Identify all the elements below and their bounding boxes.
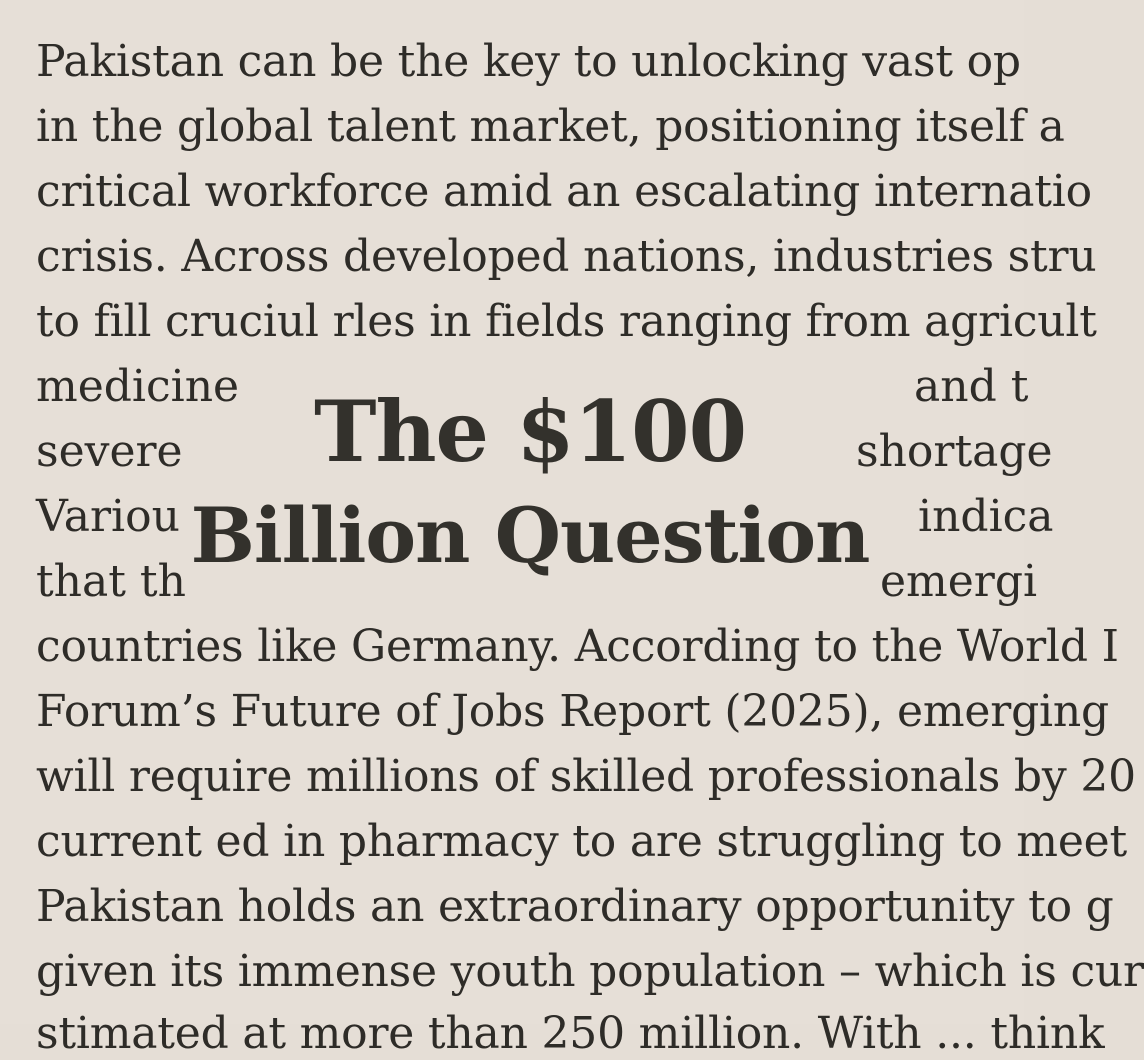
body-line-5: to fill cruciul rles in fields ranging from agricult xyxy=(36,296,1097,347)
body-line-10: Pakistan holds an extraordinary opportunity to g xyxy=(36,881,1114,932)
body-line-3: critical workforce amid an escalating internatio xyxy=(36,166,1092,217)
body-line-6: countries like Germany. According to the World I xyxy=(36,621,1119,672)
right-fragment-3: indica xyxy=(918,491,1054,542)
left-fragment-2: severe xyxy=(36,426,183,477)
body-line-1: Pakistan can be the key to unlocking vast op xyxy=(36,36,1021,87)
body-line-11: given its immense youth population – which is cur xyxy=(36,946,1144,997)
headline-line-2: Billion Question xyxy=(190,491,870,580)
left-fragment-1: medicine xyxy=(36,361,240,412)
left-fragment-3: Variou xyxy=(36,491,180,542)
headline xyxy=(190,380,870,588)
left-fragment-4: that th xyxy=(36,556,186,607)
body-line-12: stimated at more than 250 million. With ... think xyxy=(36,1008,1105,1059)
right-fragment-1: and t xyxy=(914,361,1029,412)
body-line-4: crisis. Across developed nations, industries stru xyxy=(36,231,1097,282)
body-line-8: will require millions of skilled professionals by 20 xyxy=(36,751,1136,802)
body-line-9: current ed in pharmacy to are struggling to meet xyxy=(36,816,1127,867)
body-line-7: Forum’s Future of Jobs Report (2025), emerging xyxy=(36,686,1110,737)
body-line-2: in the global talent market, positioning itself a xyxy=(36,101,1065,152)
right-fragment-2: shortage xyxy=(856,426,1053,477)
headline-line-1: The $100 xyxy=(313,382,747,481)
right-fragment-4: emergi xyxy=(880,556,1038,607)
